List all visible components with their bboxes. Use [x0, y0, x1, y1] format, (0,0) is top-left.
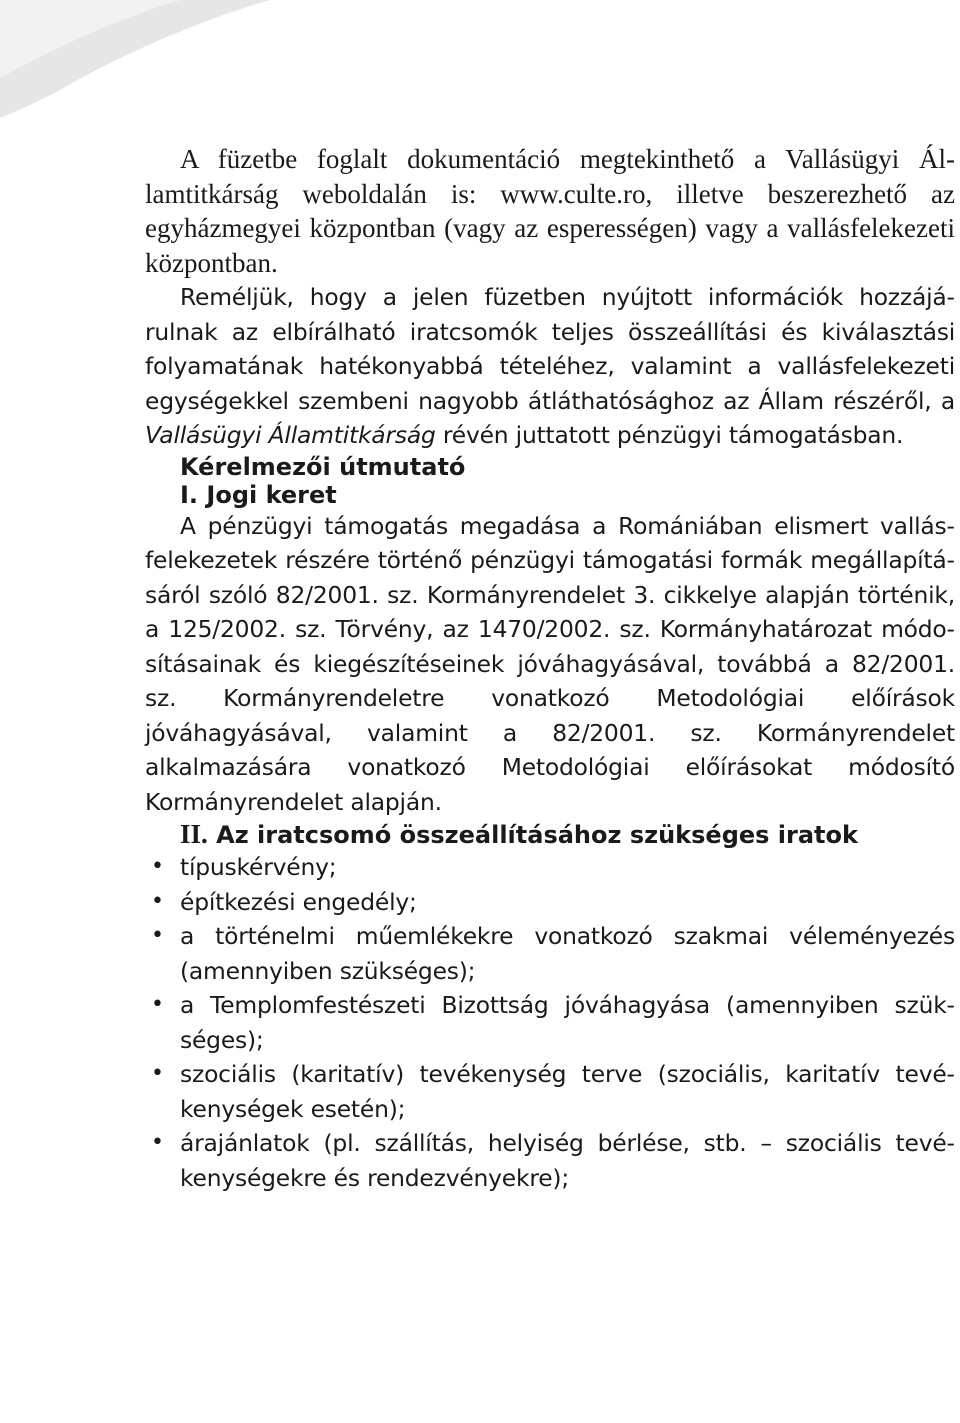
list-item: [145, 919, 955, 988]
page-corner-decoration: [0, 0, 360, 120]
list-item: [145, 850, 955, 885]
list-item-text: építkezési engedély;: [180, 887, 417, 916]
hope-paragraph-text: Reméljük, hogy a jelen füzetben nyújtott információk hozzájárulnak az elbírálható iratcsomók teljes összeállítási és kiválasztási folyamatának hatékonyabbá tételéhez, valamint a vallásfelekezeti egységekkel szembeni nagyobb átláthatósághoz az Állam részéről, a: [145, 283, 955, 415]
intro-paragraph: A füzetbe foglalt dokumentáció megtekinthető a Vallásügyi Államtitkárság weboldalán is: www.culte.ro, illetve beszerezhető az egyházmegyei központban (vagy az esperességen) vagy a vallásfelekezeti központban.: [145, 144, 955, 278]
legal-section-title: I. Jogi keret: [180, 480, 337, 509]
bullet-icon: •: [151, 888, 164, 914]
guide-title: Kérelmezői útmutató: [180, 452, 466, 481]
list-item: [145, 988, 955, 1057]
legal-section-text: A pénzügyi támogatás megadása a Romániában elismert vallásfelekezetek részére történő pénzügyi támogatási formák megállapításáról szóló 82/2001. sz. Kormányrendelet 3. cikkelye alapján történik, a 125/2002. sz. Törvény, az 1470/2002. sz. Kormányhatározat módosításainak és kiegészítéseinek jóváhagyásával, továbbá a 82/2001. sz. Kormányrendeletre vonatkozó Metodológiai előírások jóváhagyásával, valamint a 82/2001. sz. Kormányrendelet alkalmazására vonatkozó Metodológiai előírásokat módosító Kormányrendelet alapján.: [145, 511, 955, 816]
list-item: [145, 1057, 955, 1126]
list-item-text: szociális (karitatív) tevékenység terve (szociális, karitatív tevékenységek esetén);: [180, 1060, 955, 1123]
state-secretariat-emphasis: Vallásügyi Államtitkárság: [145, 421, 436, 449]
list-item: [145, 885, 955, 920]
list-item-text: a történelmi műemlékekre vonatkozó szakmai véleményezés (amennyiben szükséges);: [180, 922, 955, 985]
bullet-icon: •: [151, 1130, 164, 1155]
list-item-text: a Templomfestészeti Bizottság jóváhagyása (amennyiben szükséges);: [180, 991, 955, 1054]
bullet-icon: •: [151, 923, 164, 948]
list-item-text: típuskérvény;: [180, 853, 337, 881]
bullet-icon: •: [151, 992, 164, 1017]
documents-section-number: II.: [180, 819, 208, 849]
required-documents-list: [145, 850, 955, 1195]
hope-paragraph-ending: révén juttatott pénzügyi támogatásban.: [435, 421, 904, 449]
documents-section-title-text: Az iratcsomó összeállításához szükséges iratok: [216, 821, 858, 849]
list-item-text: árajánlatok (pl. szállítás, helyiség bérlése, stb. – szociális tevékenységekre és rendezvényekre);: [180, 1129, 955, 1192]
bullet-icon: •: [151, 1061, 164, 1086]
bullet-icon: •: [151, 854, 164, 879]
list-item: [145, 1126, 955, 1195]
documents-section-title: [145, 819, 955, 850]
hope-paragraph: [145, 280, 955, 453]
document-page: [145, 142, 955, 1195]
